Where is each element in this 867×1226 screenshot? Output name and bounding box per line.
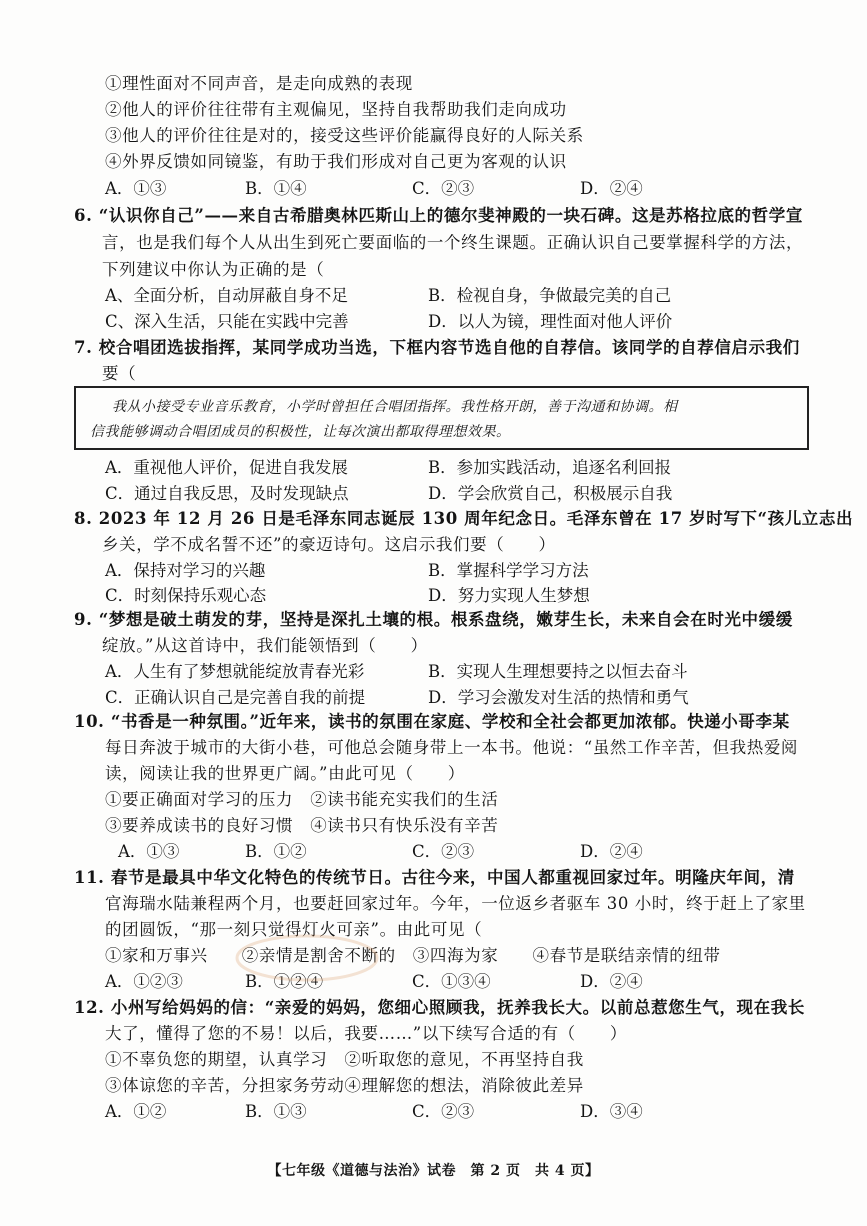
option-d: D．③④ xyxy=(580,1102,643,1121)
option-c: C．②③ xyxy=(412,179,475,198)
question-line: 读，阅读让我的世界更广阔。”由此可见（ ） xyxy=(105,764,465,783)
question-line: 绽放。”从这首诗中，我们能领悟到（ ） xyxy=(102,636,428,655)
option-a: A．①② xyxy=(105,1102,167,1121)
statement-line: ②他人的评价往往带有主观偏见，坚持自我帮助我们走向成功 xyxy=(105,100,567,119)
option-b: B．①②④ xyxy=(245,972,324,991)
option-c: C．正确认识自己是完善自我的前提 xyxy=(105,688,366,707)
option-c: C、深入生活，只能在实践中完善 xyxy=(105,312,349,331)
statement-line: ③他人的评价往往是对的，接受这些评价能赢得良好的人际关系 xyxy=(105,126,584,145)
question-line: 大了，懂得了您的不易！以后，我要……”以下续写合适的有（ ） xyxy=(105,1024,628,1043)
question-7: 7. 校合唱团选拔指挥，某同学成功当选，下框内容节选自他的自荐信。该同学的自荐信启示我们 xyxy=(74,338,800,357)
statement-line: ①不辜负您的期望，认真学习 ②听取您的意见，不再坚持自我 xyxy=(105,1050,584,1069)
excerpt-box xyxy=(74,386,809,450)
option-b: B．①② xyxy=(245,842,307,861)
option-b: B．①③ xyxy=(245,1102,307,1121)
statement-line: ③体谅您的辛苦，分担家务劳动④理解您的想法，消除彼此差异 xyxy=(105,1076,584,1095)
question-line: 的团圆饭，“那一刻只觉得灯火可亲”。由此可见（ xyxy=(105,920,483,939)
option-a: A．①②③ xyxy=(105,972,183,991)
option-c: C．②③ xyxy=(412,842,475,861)
option-b: B．实现人生理想要持之以恒去奋斗 xyxy=(428,662,688,681)
question-8: 8. 2023 年 12 月 26 日是毛泽东同志诞辰 130 周年纪念日。毛泽东曾在 17 岁时写下“孩儿立志出 xyxy=(74,509,854,528)
question-line: 要（ xyxy=(102,364,137,383)
option-d: D．②④ xyxy=(580,842,643,861)
option-a: A．①③ xyxy=(105,179,167,198)
statement-line: ④外界反馈如同镜鉴，有助于我们形成对自己更为客观的认识 xyxy=(105,152,567,171)
option-d: D．学习会激发对生活的热情和勇气 xyxy=(428,688,689,707)
question-9: 9. “梦想是破土萌发的芽，坚持是深扎土壤的根。根系盘绕，嫩芽生长，未来自会在时光中缓缓 xyxy=(74,610,793,629)
question-line: 每日奔波于城市的大街小巷，可他总会随身带上一本书。他说：“虽然工作辛苦，但我热爱阅 xyxy=(105,738,799,757)
option-b: B．参加实践活动，追逐名利回报 xyxy=(428,458,672,477)
statement-line: ③要养成读书的良好习惯 ④读书只有快乐没有辛苦 xyxy=(105,816,499,835)
question-6: 6. “认识你自己”——来自古希腊奥林匹斯山上的德尔斐神殿的一块石碑。这是苏格拉底的哲学宣 xyxy=(74,206,803,225)
statement-line: ①要正确面对学习的压力 ②读书能充实我们的生活 xyxy=(105,790,499,809)
option-b: B．①④ xyxy=(245,179,307,198)
question-10: 10. “书香是一种氛围。”近年来，读书的氛围在家庭、学校和全社会都更加浓郁。快递小哥李某 xyxy=(74,712,790,731)
option-d: D．学会欣赏自己，积极展示自我 xyxy=(428,484,673,503)
option-d: D．②④ xyxy=(580,972,643,991)
option-a: A、全面分析，自动屏蔽自身不足 xyxy=(105,286,348,305)
statement-line: ①理性面对不同声音，是走向成熟的表现 xyxy=(105,74,413,93)
option-d: D．②④ xyxy=(580,179,643,198)
question-11: 11. 春节是最具中华文化特色的传统节日。古往今来，中国人都重视回家过年。明隆庆年间，清 xyxy=(74,868,795,887)
question-line: 官海瑞水陆兼程两个月，也要赶回家过年。今年，一位返乡者驱车 30 小时，终于赶上了家里 xyxy=(105,894,806,913)
option-c: C．时刻保持乐观心态 xyxy=(105,586,267,605)
option-d: D．以人为镜，理性面对他人评价 xyxy=(428,312,673,331)
option-a: A．人生有了梦想就能绽放青春光彩 xyxy=(105,662,365,681)
excerpt-line: 信我能够调动合唱团成员的积极性，让每次演出都取得理想效果。 xyxy=(90,424,511,440)
option-a: A．保持对学习的兴趣 xyxy=(105,561,266,580)
option-c: C．②③ xyxy=(412,1102,475,1121)
excerpt-line: 我从小接受专业音乐教育，小学时曾担任合唱团指挥。我性格开朗，善于沟通和协调。相 xyxy=(112,399,678,415)
statement-line: ①家和万事兴 ②亲情是割舍不断的 ③四海为家 ④春节是联结亲情的纽带 xyxy=(105,946,721,965)
question-line: 下列建议中你认为正确的是（ xyxy=(102,260,325,279)
question-12: 12. 小州写给妈妈的信：“亲爱的妈妈，您细心照顾我，抚养我长大。以前总惹您生气，现在我长 xyxy=(74,998,805,1017)
page-footer: 【七年级《道德与法治》试卷 第 2 页 共 4 页】 xyxy=(267,1163,600,1179)
question-line: 言，也是我们每个人从出生到死亡要面临的一个终生课题。正确认识自己要掌握科学的方法， xyxy=(102,233,804,252)
option-a: A．重视他人评价，促进自我发展 xyxy=(105,458,348,477)
option-a: A．①③ xyxy=(118,842,180,861)
option-c: C．通过自我反思，及时发现缺点 xyxy=(105,484,349,503)
option-d: D．努力实现人生梦想 xyxy=(428,586,590,605)
question-line: 乡关，学不成名誓不还”的豪迈诗句。这启示我们要（ ） xyxy=(102,535,556,554)
option-c: C．①③④ xyxy=(412,972,491,991)
option-b: B．掌握科学学习方法 xyxy=(428,561,589,580)
option-b: B．检视自身，争做最完美的自己 xyxy=(428,286,672,305)
